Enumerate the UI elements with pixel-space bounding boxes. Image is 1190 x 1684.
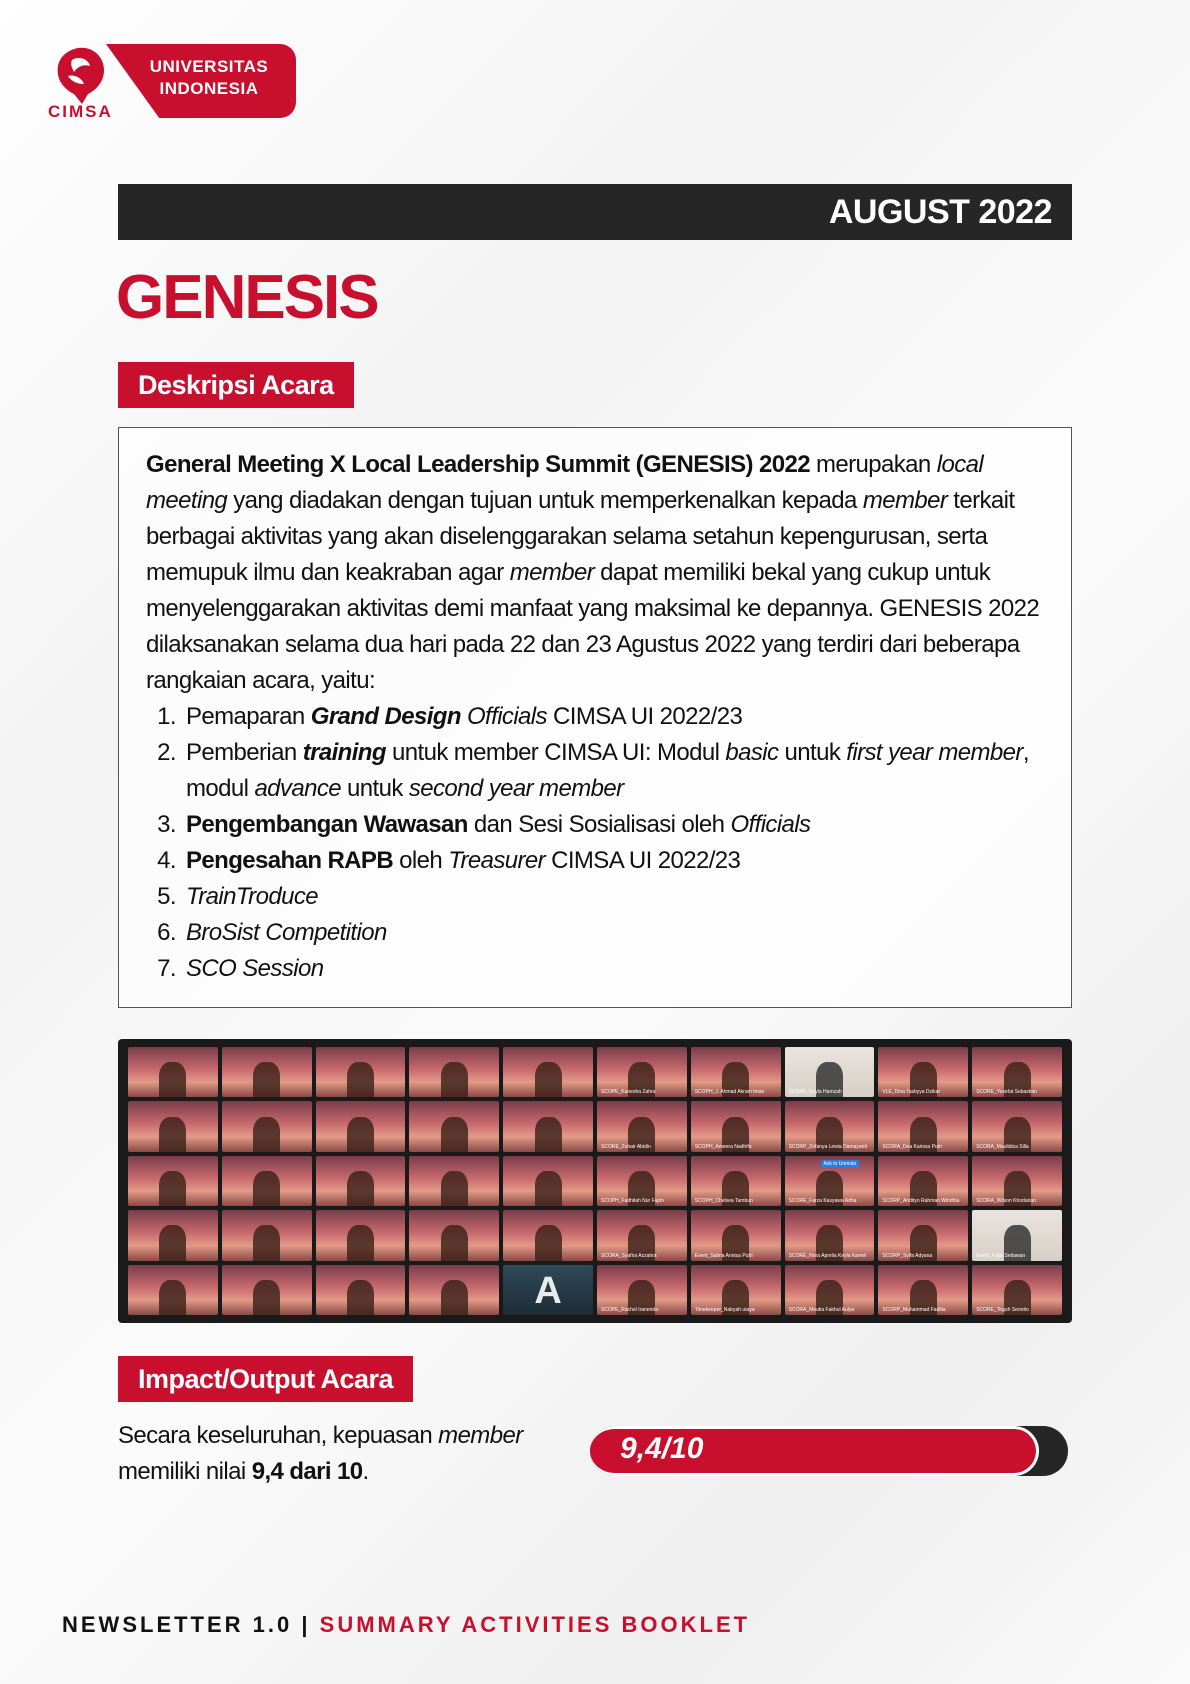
participant-tile [503,1047,593,1097]
participant-tile [785,1265,875,1315]
list-text: Pemaparan [186,703,311,730]
participant-tile [691,1265,781,1315]
participant-tile [878,1156,968,1206]
participant-tile [316,1156,406,1206]
intro-part-1: merupakan [809,451,937,478]
participant-tile [785,1047,875,1097]
participant-figure [441,1117,468,1152]
participant-tile [222,1265,312,1315]
participant-tile [503,1210,593,1260]
list-number: 4. [157,847,176,874]
participant-name-label: SCOPH_Fadhilah Nur Fajrin [601,1198,665,1205]
participant-tile [503,1101,593,1151]
list-text: untuk member CIMSA UI: Modul [385,739,726,766]
list-text: SCO Session [186,955,324,982]
participant-name-label: SCORA_Meutia Fakhul Aulya [788,1307,855,1313]
participant-name-label: Timekeeper_Nabyah utaya [694,1307,755,1313]
participant-tile [691,1210,781,1260]
participant-figure [535,1171,562,1206]
participant-tile [128,1101,218,1151]
participant-name-label: SCORA_Maulidiza Silla [976,1143,1029,1150]
participant-figure [253,1225,280,1260]
list-text: second year member [408,775,624,802]
list-item [146,699,1046,735]
list-item [146,807,1046,843]
footer-newsletter: NEWSLETTER 1.0 | [62,1612,320,1637]
list-number: 7. [157,955,176,982]
participant-name-label: SCOPE_Rachel Iranenda [601,1307,658,1313]
page-title: GENESIS [116,263,378,332]
participant-figure [253,1171,280,1206]
impact-text-part: memiliki nilai [118,1458,252,1485]
date-text: AUGUST 2022 [828,193,1052,231]
participant-tile [691,1101,781,1151]
list-number: 6. [157,919,176,946]
list-item [146,879,1046,915]
list-text: advance [254,775,341,802]
participant-tile [878,1210,968,1260]
participant-tile [597,1101,687,1151]
list-text: Pengembangan Wawasan [186,811,468,838]
participant-figure [253,1062,280,1097]
participant-name-label: SCOPH_J. Ahmad Akram Iman [694,1089,765,1096]
score-label: 9,4/10 [620,1432,704,1465]
participant-tile [878,1047,968,1097]
logo-badge-text [134,56,284,100]
participant-tile [128,1156,218,1206]
ask-to-unmute-badge: Ask to Unmute [821,1160,860,1168]
participant-tile [691,1156,781,1206]
impact-text-part: . [362,1458,369,1485]
date-bar [118,184,1072,240]
participant-tile [503,1156,593,1206]
participant-tile [128,1265,218,1315]
section-label-description: Deskripsi Acara [118,362,354,408]
participant-tile [972,1265,1062,1315]
participant-tile [316,1101,406,1151]
participant-figure [253,1280,280,1315]
list-item [146,843,1046,879]
participant-name-label: SCORE_Farza Kasyawa Adha [788,1198,857,1205]
impact-text-score: 9,4 dari 10 [251,1458,363,1485]
participant-tile [597,1156,687,1206]
list-text: Officials [730,811,811,838]
participant-tile [128,1210,218,1260]
participant-tile [878,1101,968,1151]
participant-tile [597,1047,687,1097]
footer-booklet: SUMMARY ACTIVITIES BOOKLET [319,1612,751,1637]
participant-tile [785,1156,875,1206]
intro-part-3: terkait berbagai aktivitas yang akan diselenggarakan selama setahun kepengurusan, serta memupuk ilmu dan keakraban agar [146,487,1015,586]
participant-name-label: Event_Salma Annisa Putri [694,1252,753,1259]
list-text: Treasurer [448,847,546,874]
participant-tile [597,1265,687,1315]
participant-tile [409,1101,499,1151]
participant-name-label: SCORP_Andityo Rahman Windhiu [882,1198,960,1205]
participant-tile [972,1047,1062,1097]
participant-figure [441,1062,468,1097]
list-text: TrainTroduce [186,883,318,910]
participant-name-label: SCORE_Keyla Hamzah [788,1089,842,1096]
participant-tile [972,1210,1062,1260]
list-number: 1. [157,703,176,730]
participant-tile [316,1210,406,1260]
participant-name-label: SCORE_Zuhair Abidin [601,1143,651,1150]
participant-tile [785,1210,875,1260]
participant-figure [159,1062,186,1097]
list-number: 3. [157,811,176,838]
participant-tile [409,1265,499,1315]
participant-tile [316,1047,406,1097]
participant-figure [535,1225,562,1260]
participant-tile [222,1210,312,1260]
participant-tile [222,1047,312,1097]
impact-text-part: Secara keseluruhan, kepuasan [118,1422,439,1449]
list-item [146,735,1046,807]
participant-figure [159,1117,186,1152]
participant-figure [441,1225,468,1260]
participant-name-label: VLE_Dina Tasbyya Dzikar [882,1089,941,1096]
participant-figure [535,1062,562,1097]
intro-part-4: dapat memiliki bekal yang cukup untuk menyelenggarakan aktivitas demi manfaat yang maksimal ke depannya. GENESIS 2022 dilaksanakan selama dua hari pada 22 dan 23 Agustus 2022 yang terdiri dari beberapa rangkaian acara, yaitu: [146,559,1040,694]
list-text: Officials [460,703,547,730]
list-text: untuk [340,775,409,802]
logo-badge-line1: UNIVERSITAS [149,57,269,76]
participant-figure [347,1171,374,1206]
section-label-impact: Impact/Output Acara [118,1356,413,1402]
list-text: basic [725,739,779,766]
participant-figure [159,1280,186,1315]
participant-name-label: Event_Fajar Setiawan [976,1252,1026,1259]
list-text: training [302,739,386,766]
list-number: 2. [157,739,176,766]
list-text: CIMSA UI 2022/23 [546,703,743,730]
intro-local-meeting: local meeting [146,451,984,514]
footer [62,1612,750,1638]
list-text: first year member [846,739,1023,766]
impact-text [118,1418,558,1490]
list-text: Grand Design [310,703,461,730]
participant-name-label: SCORA_Wilson Khodarian [976,1198,1036,1205]
list-text: , modul [186,739,1029,802]
list-text: CIMSA UI 2022/23 [545,847,741,874]
participant-figure [159,1171,186,1206]
participant-name-label: SCOPH_Chelsea Tambun [694,1198,753,1205]
list-text: Pengesahan RAPB [186,847,394,874]
description-text [146,447,1046,699]
participant-tile [409,1047,499,1097]
participant-tile [503,1265,593,1315]
participant-figure [535,1117,562,1152]
list-number: 5. [157,883,176,910]
participant-tile [972,1156,1062,1206]
participant-tile [128,1047,218,1097]
participant-name-label: SCORP_Zefanya Lewia Damayanti [788,1143,867,1150]
list-text: Pemberian [186,739,303,766]
participant-tile [597,1210,687,1260]
participant-tile [785,1101,875,1151]
participant-figure [159,1225,186,1260]
participant-tile [316,1265,406,1315]
intro-part-2: yang diadakan dengan tujuan untuk memperkenalkan kepada [227,487,863,514]
participant-grid [128,1047,1062,1315]
list-item [146,951,1046,987]
intro-member-2: member [509,559,595,586]
impact-text-member: member [438,1422,523,1449]
list-text: untuk [778,739,847,766]
participant-name-label: SCORE_Teguh Seonito [976,1307,1029,1313]
participant-name-label: SCOPH_Ameera Nadhifa [694,1143,752,1150]
list-item [146,915,1046,951]
participant-figure [347,1117,374,1152]
participant-name-label: SCORA_Syafira Azzahra [601,1252,657,1259]
participant-tile [222,1101,312,1151]
cimsa-ui-logo [44,42,296,122]
logo-wordmark: CIMSA [48,102,113,121]
participant-name-label: SCORP_Muhammad Fadilla [882,1307,946,1313]
list-text: BroSist Competition [186,919,387,946]
activity-list [146,699,1046,987]
participant-name-label: SCOPE_Kanesha Zahra [601,1089,656,1096]
participant-tile [972,1101,1062,1151]
participant-figure [347,1225,374,1260]
participant-figure [347,1062,374,1097]
intro-bold: General Meeting X Local Leadership Summit (GENESIS) 2022 [146,451,810,478]
intro-member-1: member [862,487,948,514]
participant-name-label: SCORE_Nora Aprelia Keyla Kamel [788,1252,867,1259]
participant-figure [347,1280,374,1315]
participant-tile [409,1210,499,1260]
participant-tile [409,1156,499,1206]
list-text: dan Sesi Sosialisasi oleh [467,811,731,838]
participant-figure [253,1117,280,1152]
participant-figure [441,1171,468,1206]
participant-name-label: SCORE_Yosefat Sebastian [976,1089,1037,1096]
logo-badge-line2: INDONESIA [159,79,259,98]
tile-letter-a: A [534,1269,562,1312]
participant-tile [691,1047,781,1097]
participant-figure [441,1280,468,1315]
participant-tile [878,1265,968,1315]
list-text: oleh [393,847,449,874]
participant-name-label: SCORA_Dea Karissa Putri [882,1143,942,1150]
event-photo-video-call [118,1039,1072,1323]
participant-tile [222,1156,312,1206]
participant-name-label: SCORP_Sylfa Adyana [882,1252,933,1259]
